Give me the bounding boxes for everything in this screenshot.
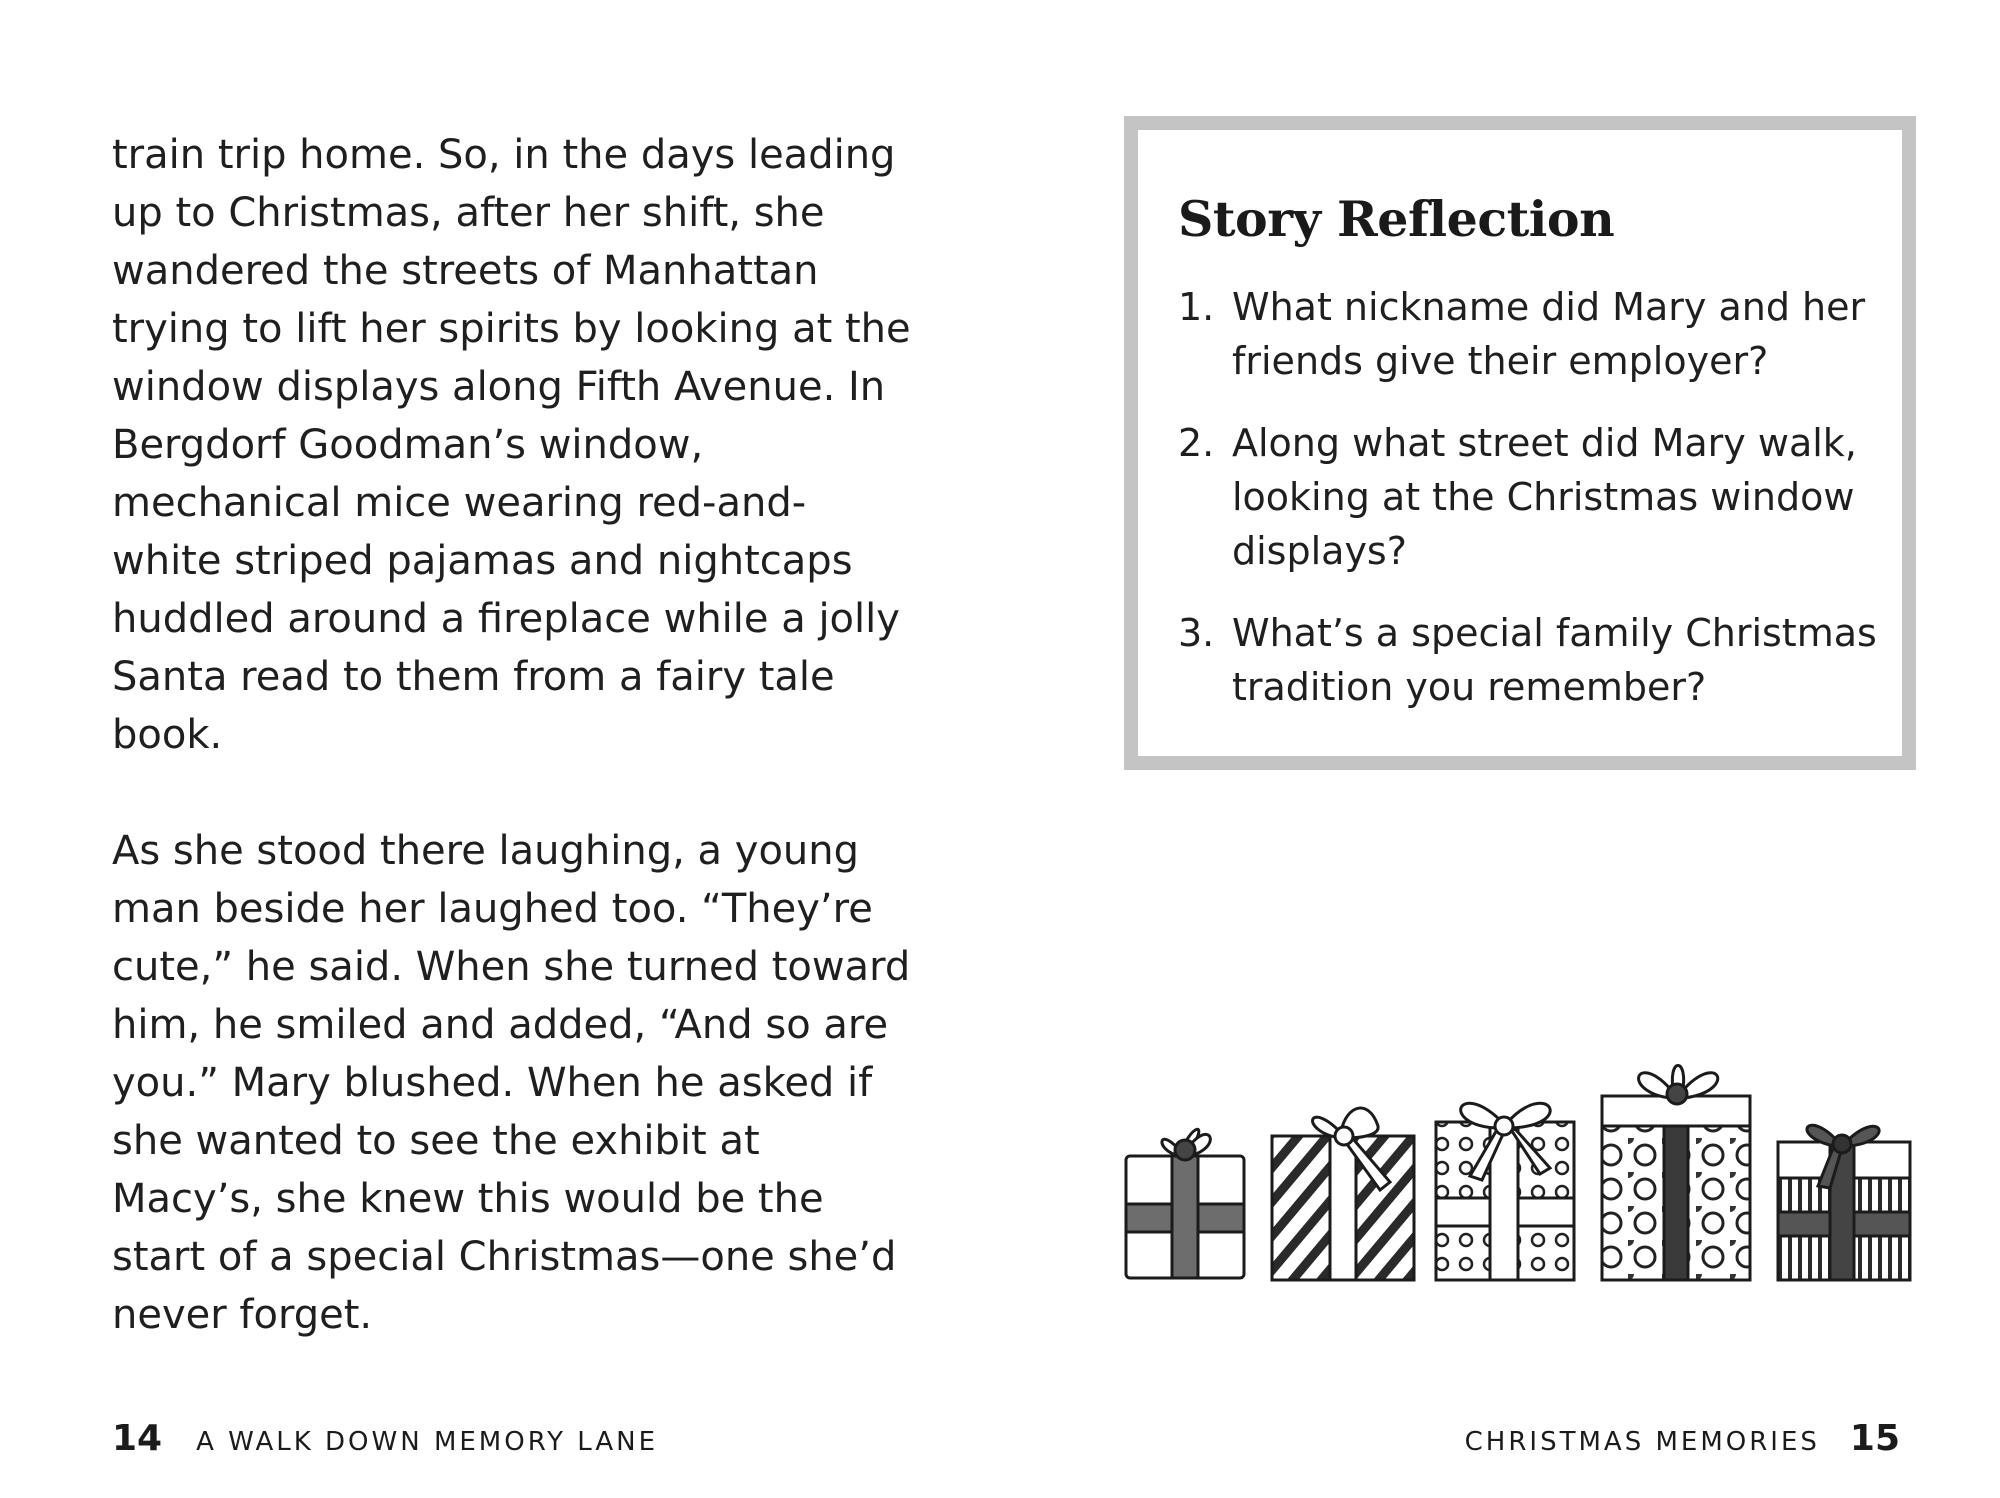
gift-box-1 [1126, 1129, 1244, 1278]
page-number-left: 14 [112, 1418, 163, 1459]
footer-right [1465, 1418, 1900, 1459]
reflection-question [1178, 280, 1878, 388]
gift-box-2 [1272, 1108, 1414, 1280]
reflection-question [1178, 416, 1878, 578]
gift-box-5 [1778, 1125, 1910, 1280]
gift-box-4 [1602, 1066, 1750, 1281]
question-number: 1. [1178, 285, 1215, 329]
page-number-right: 15 [1849, 1418, 1900, 1459]
running-title-right: CHRISTMAS MEMORIES [1464, 1427, 1820, 1457]
gift-box-3 [1436, 1103, 1574, 1280]
question-number: 2. [1178, 421, 1215, 465]
question-number: 3. [1178, 611, 1215, 655]
body-paragraph: train trip home. So, in the days leading up to Christmas, after her shift, she wandered the streets of Manhattan trying to lift her spirits by looking at the window displays along Fifth Avenue. In Bergdorf Goodman’s window, mechanical mice wearing red-and-white striped pajamas and nightcaps huddled around a fireplace while a jolly Santa read to them from a fairy tale book. [112, 132, 911, 758]
reflection-title: Story Reflection [1178, 190, 1615, 248]
question-text: What’s a special family Christmas tradition you remember? [1232, 611, 1877, 709]
gift-boxes-illustration [1118, 1036, 1918, 1286]
body-paragraph: As she stood there laughing, a young man beside her laughed too. “They’re cute,” he said. When she turned toward him, he smiled and added, “And so are you.” Mary blushed. When he asked if she wanted to see the exhibit at Macy’s, she knew this would be the start of a special Christmas—one she’d never forget. [112, 828, 911, 1338]
footer-left [112, 1418, 658, 1459]
question-text: What nickname did Mary and her friends give their employer? [1232, 285, 1866, 383]
question-text: Along what street did Mary walk, looking at the Christmas window displays? [1232, 421, 1857, 573]
story-reflection-box [1124, 116, 1916, 770]
left-page-body [112, 126, 912, 1344]
running-title-left: A WALK DOWN MEMORY LANE [196, 1427, 658, 1457]
reflection-question [1178, 606, 1878, 714]
reflection-questions [1178, 280, 1878, 742]
